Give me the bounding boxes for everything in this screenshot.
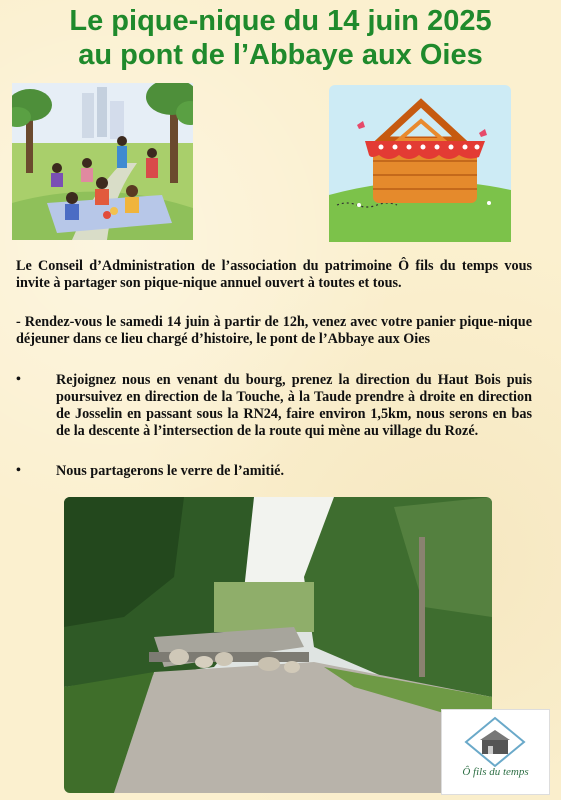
association-logo <box>441 709 550 795</box>
page-title <box>0 4 561 72</box>
rendezvous-paragraph: - Rendez-vous le samedi 14 juin à partir de 12h, venez avec votre panier pique-nique déjeuner dans ce lieu chargé d’histoire, le pont de l’Abbaye aux Oies <box>16 314 532 347</box>
title-line-2: au pont de l’Abbaye aux Oies <box>78 39 483 71</box>
bridge-photo <box>64 497 492 793</box>
logo-text: Ô fils du temps <box>462 766 529 778</box>
logo-emblem-icon <box>442 710 549 770</box>
picnic-illustration <box>12 83 193 240</box>
bullet-marker-2: • <box>16 463 21 478</box>
bullet-item-2: Nous partagerons le verre de l’amitié. <box>56 463 285 479</box>
title-line-1: Le pique-nique du 14 juin 2025 <box>69 5 492 37</box>
bullet-item-1: Rejoignez nous en venant du bourg, prenez la direction du Haut Bois puis poursuivez en direction de la Touche, à la Taude prendre à droite en direction de Josselin en passant sous la RN24, faire environ 1,5km, nous serons en bas de la descente à l’intersection de la route qui mène au village du Rozé. <box>56 372 532 439</box>
intro-paragraph: Le Conseil d’Administration de l’association du patrimoine Ô fils du temps vous invite à partager son pique-nique annuel ouvert à toutes et tous. <box>16 258 532 291</box>
bullet-marker-1: • <box>16 372 21 387</box>
basket-illustration <box>329 85 511 242</box>
